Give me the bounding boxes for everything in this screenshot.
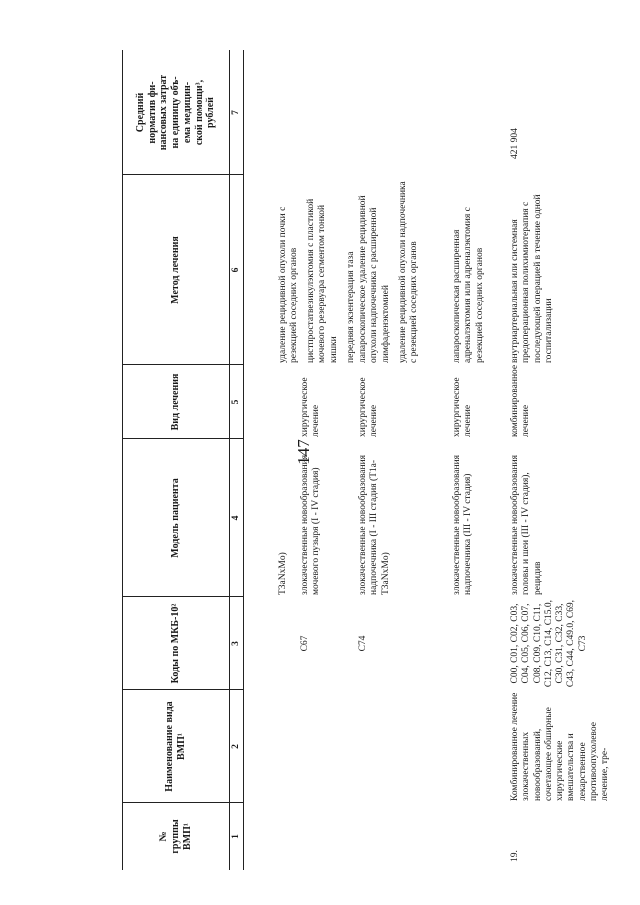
header-group-number: № группы ВМП¹ (158, 819, 193, 854)
treatment-type-cell: хирургическое лечение (300, 377, 322, 437)
icd-code-cell: C67 (300, 635, 310, 652)
header-icd-codes: Коды по МКБ-10² (170, 603, 182, 684)
method-line: удаление рецидивной опухоли надпочечника с резекцией соседних органов (397, 181, 420, 363)
model-cell: злокачественные новообразования надпочечника (III - IV стадия) (452, 454, 474, 595)
icd-code-cell: C00, C01, C02, C03, C04, C05, C06, C07, C08, C09, C10, C11, C12, C13, C14, C15.0, C30, C31, C32, C33, C43, C44, C49.0, C69, C73 (510, 599, 588, 688)
column-number: 4 (230, 515, 241, 521)
column-numbers-row (228, 50, 244, 870)
method-line: лапароскопическое удаление рецидивной опухоли надпочечника с расширенной лимфаденэктомией (358, 195, 391, 363)
model-cell: злокачественные новообразования головы и шеи (III - IV стадия), рецидив (510, 454, 543, 595)
cost-cell: 421 904 (510, 128, 520, 159)
method-cell (452, 179, 492, 365)
treatment-type-cell: хирургическое лечение (452, 377, 474, 437)
header-average-cost: Средний норматив фи- нансовых затрат на единицу объ- ема медицин- ской помощи³, рублей (134, 74, 217, 151)
method-cell (278, 179, 307, 365)
header-patient-model: Модель пациента (170, 478, 182, 558)
model-cell: T3aNxMo) (278, 552, 288, 595)
vmp-name-cell: Комбинированное лечение злокачественных новообразований, сочетающее обширные хирургические вмешательства и лекарственное противоопухолевое лечение, тре- (510, 692, 611, 801)
column-number: 7 (230, 110, 241, 115)
method-cell (358, 179, 426, 365)
header-treatment-method: Метод лечения (170, 236, 182, 304)
method-line: внутриартериальная или системная предоперационная полихимиотерапия с последующей операцией в течение одной госпитализации (510, 194, 554, 363)
method-line: цистпростатвезикулэктомия с пластикой мочевого резервуара сегментом тонкой кишки (306, 198, 339, 363)
treatment-type-cell: комбинированное лечение (510, 364, 532, 437)
method-cell (306, 179, 363, 365)
icd-code-cell: C74 (358, 635, 368, 652)
group-number-cell: 19. (510, 850, 520, 862)
model-cell: злокачественные новообразования мочевого пузыря (I - IV стадия) (300, 454, 322, 595)
column-number: 3 (230, 641, 241, 646)
header-vmp-name: Наименование вида ВМП¹ (164, 701, 187, 792)
method-line: удаление рецидивной опухоли почки с резекцией соседних органов (278, 206, 300, 363)
column-number: 2 (230, 744, 241, 749)
page-number: 147 (294, 439, 313, 465)
treatment-type-cell: хирургическое лечение (358, 377, 380, 437)
column-number: 5 (230, 399, 241, 405)
column-number: 1 (230, 834, 241, 839)
header-treatment-type: Вид лечения (170, 373, 182, 431)
method-line: лапароскопическая расширенная адреналэктомия или адреналэктомия с резекцией соседних органов (452, 207, 485, 363)
model-cell: злокачественные новообразования надпочечника (I - III стадия (T1a-T3aNxMo) (358, 454, 391, 595)
vmp-table (122, 50, 611, 870)
method-cell (510, 179, 561, 365)
column-number: 6 (230, 267, 241, 273)
method-line: передняя экзентерация таза (345, 251, 356, 363)
table-header (122, 50, 230, 870)
